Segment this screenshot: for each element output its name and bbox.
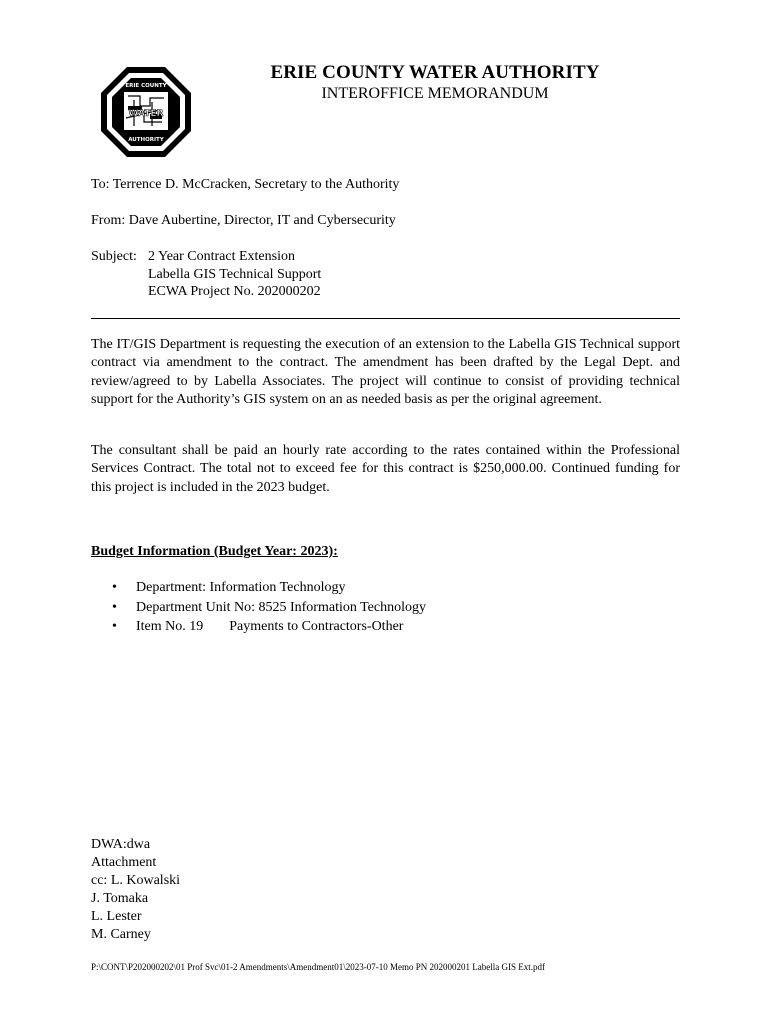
memo-closing bbox=[91, 836, 180, 944]
attachment-note: Attachment bbox=[91, 855, 157, 870]
body-paragraph: The consultant shall be paid an hourly rate according to the rates contained within the Professional Services Contract. The total not to exceed fee for this contract is $250,000.00. Continued funding for this project is included in the 2023 budget. bbox=[91, 443, 680, 495]
svg-text:AUTHORITY: AUTHORITY bbox=[128, 137, 164, 143]
svg-text:ERIE COUNTY: ERIE COUNTY bbox=[125, 83, 167, 89]
bullet-icon: • bbox=[112, 619, 117, 634]
item-no-label: Item No. 19 bbox=[136, 619, 204, 634]
bullet-icon: • bbox=[112, 599, 117, 615]
ecwa-seal-icon bbox=[100, 66, 192, 158]
budget-list bbox=[112, 578, 426, 637]
cc-line: L. Lester bbox=[91, 909, 142, 924]
cc-line: cc: L. Kowalski bbox=[91, 873, 181, 888]
cc-line: M. Carney bbox=[91, 927, 151, 942]
list-item bbox=[112, 578, 426, 598]
bullet-icon: • bbox=[112, 580, 117, 595]
cc-line: J. Tomaka bbox=[91, 891, 149, 906]
memo-from: From: Dave Aubertine, Director, IT and Cybersecurity bbox=[91, 213, 396, 228]
subject-line: Labella GIS Technical Support bbox=[148, 266, 322, 282]
list-item bbox=[112, 598, 426, 618]
budget-heading: Budget Information (Budget Year: 2023): bbox=[91, 544, 338, 559]
file-path-footer: P:\CONT\P202000202\01 Prof Svc\01-2 Amendments\Amendment01\2023-07-10 Memo PN 202000201 Labella GIS Ext.pdf bbox=[91, 962, 545, 972]
subject-line: ECWA Project No. 202000202 bbox=[148, 284, 321, 299]
subject-line: 2 Year Contract Extension bbox=[148, 249, 295, 264]
svg-text:WATER: WATER bbox=[128, 109, 164, 119]
budget-item-text: Department Unit No: 8525 Information Technology bbox=[136, 599, 426, 615]
budget-item-text: Department: Information Technology bbox=[136, 580, 346, 595]
initials: DWA:dwa bbox=[91, 837, 151, 852]
memo-subject-label: Subject: bbox=[91, 249, 137, 264]
memo-subject bbox=[148, 248, 321, 301]
item-no-description: Payments to Contractors-Other bbox=[229, 619, 404, 634]
page-subtitle: INTEROFFICE MEMORANDUM bbox=[321, 85, 549, 102]
memo-to: To: Terrence D. McCracken, Secretary to the Authority bbox=[91, 177, 400, 192]
list-item bbox=[112, 617, 426, 637]
header-divider bbox=[91, 318, 680, 319]
page-title: ERIE COUNTY WATER AUTHORITY bbox=[270, 62, 600, 83]
body-paragraph: The IT/GIS Department is requesting the execution of an extension to the Labella GIS Technical support contract via amendment to the contract. The amendment has been drafted by the Legal Dept. and review/agreed to by Labella Associates. The project will continue to consist of providing technical support for the Authority’s GIS system on an as needed basis as per the original agreement. bbox=[91, 337, 680, 408]
